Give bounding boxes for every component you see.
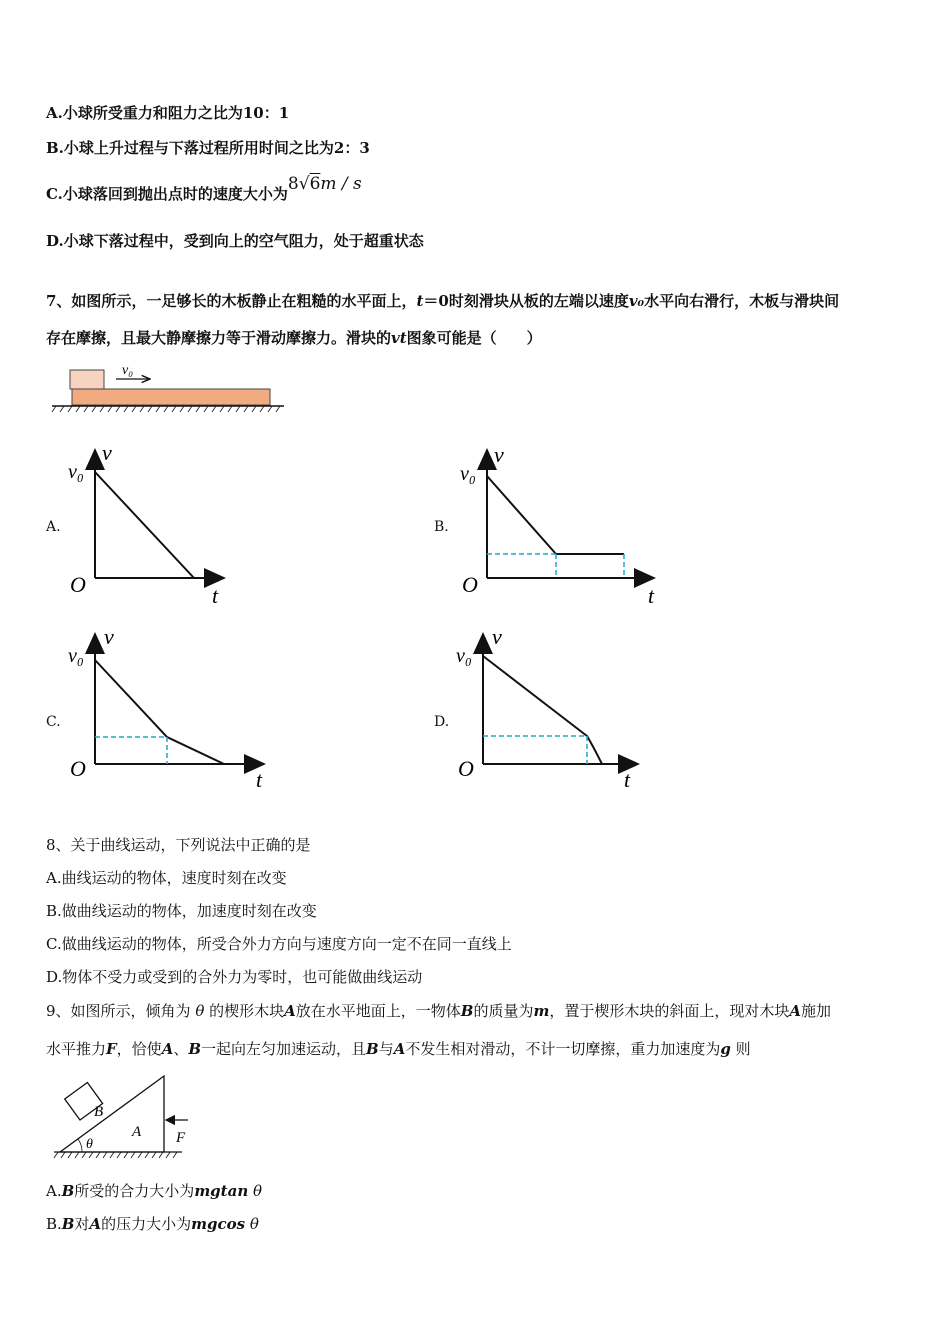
q9-wedge-figure [52, 1070, 202, 1162]
q9-var-a: A [89, 1215, 102, 1233]
q9-stem-part: ，恰使 [116, 1040, 162, 1058]
q6-option-c-formula [288, 174, 362, 194]
x-axis-label: t [624, 767, 631, 792]
option-text: 所受的合力大小为 [74, 1182, 195, 1200]
q9-var-b: B [61, 1182, 75, 1200]
q9-stem-part: 放在水平地面上，一物体 [295, 1002, 461, 1020]
sqrt-symbol: √ [298, 174, 310, 194]
q7-stem-part: 存在摩擦，且最大静摩擦力等于滑动摩擦力。滑块的 [46, 329, 392, 347]
option-text: 的压力大小为 [101, 1215, 192, 1233]
option-formula: mgcos [191, 1215, 246, 1233]
q7-stem-line1 [46, 290, 839, 311]
q9-var-b: B [460, 1002, 474, 1020]
angle-label: θ [86, 1137, 93, 1152]
q9-stem-part: 、 [173, 1040, 189, 1058]
q7-graph-c [64, 624, 284, 794]
option-formula: mgtan [194, 1182, 249, 1200]
v0-label: v₀ [68, 645, 84, 667]
q9-var-a: A [161, 1040, 174, 1058]
ground-hatching [52, 406, 280, 412]
vt-curve [95, 472, 194, 578]
q7-stem-line2 [46, 327, 542, 348]
q6-option-c [46, 174, 362, 204]
q8-option-b: B.做曲线运动的物体，加速度时刻在改变 [46, 902, 317, 920]
q9-stem-part: 不发生相对滑动，不计一切摩擦，重力加速度为 [405, 1040, 721, 1058]
q9-stem-part: 的楔形木块 [204, 1002, 285, 1020]
y-axis-label: v [104, 624, 114, 649]
q6-option-d: D.小球下落过程中，受到向上的空气阻力，处于超重状态 [46, 232, 424, 250]
slider-block [70, 370, 104, 389]
q9-var-m: m [533, 1002, 550, 1020]
q7-stem-part: 水平向右滑行，木板与滑块间 [644, 292, 840, 310]
q7-graph-b-letter: B. [434, 519, 449, 535]
q8-option-c: C.做曲线运动的物体，所受合外力方向与速度方向一定不在同一直线上 [46, 935, 512, 953]
option-letter: A. [46, 1182, 62, 1200]
q9-stem-part: 与 [378, 1040, 394, 1058]
y-axis-label: v [102, 440, 112, 465]
q9-var-f: F [106, 1040, 117, 1058]
q7-graph-c-letter: C. [46, 714, 61, 730]
formula-root: 6 [309, 174, 321, 194]
guide-lines [483, 736, 587, 764]
origin-label: O [462, 572, 478, 597]
q7-setup-figure [50, 356, 290, 412]
formula-coef: 8 [287, 174, 299, 194]
y-axis-label: v [494, 442, 504, 467]
q9-stem-part: 则 [730, 1040, 751, 1058]
q7-graph-d [452, 624, 662, 794]
q9-var-a: A [393, 1040, 406, 1058]
q7-var-v0: v₀ [628, 292, 645, 310]
force-label: F [176, 1130, 186, 1146]
vt-curve [483, 656, 602, 764]
q7-graph-a-letter: A. [46, 519, 61, 535]
q7-graph-a [64, 440, 254, 610]
vt-curve [95, 660, 224, 764]
v0-label: v₀ [68, 461, 84, 483]
velocity-label: v₀ [122, 363, 134, 378]
q7-var-t: t [416, 292, 424, 310]
q7-stem-part: 7、如图所示，一足够长的木板静止在粗糙的水平面上， [46, 292, 417, 310]
wood-board [72, 389, 270, 405]
q9-stem-part: 的质量为 [473, 1002, 534, 1020]
q9-option-a [46, 1180, 262, 1201]
q9-var-b: B [366, 1040, 379, 1058]
formula-unit: m / s [320, 174, 362, 194]
option-letter: B. [46, 1215, 62, 1233]
q6-option-a: A.小球所受重力和阻力之比为10：1 [46, 104, 290, 122]
origin-label: O [458, 756, 474, 781]
q7-stem-part: 图象可能是（ ） [406, 329, 542, 347]
q9-var-theta: θ [195, 1002, 205, 1020]
q9-var-a: A [284, 1002, 296, 1020]
q9-var-theta: θ [249, 1215, 259, 1233]
vt-curve [487, 476, 624, 554]
origin-label: O [70, 756, 86, 781]
block-b-label: B [94, 1104, 104, 1120]
ground-hatching [54, 1152, 177, 1158]
option-text: 对 [74, 1215, 90, 1233]
q9-stem-part: 一起向左匀加速运动，且 [201, 1040, 367, 1058]
q7-stem-part: ＝0时刻滑块从板的左端以速度 [423, 292, 629, 310]
q9-var-theta: θ [253, 1182, 263, 1200]
q8-option-d: D.物体不受力或受到的合外力为零时，也可能做曲线运动 [46, 968, 423, 986]
q7-graph-d-letter: D. [434, 714, 450, 730]
q9-var-g: g [720, 1040, 731, 1058]
q8-stem: 8、关于曲线运动，下列说法中正确的是 [46, 836, 311, 854]
q9-stem-part: 9、如图所示，倾角为 [46, 1002, 196, 1020]
q7-graph-b [456, 440, 666, 610]
guide-lines [95, 737, 167, 764]
q9-option-b [46, 1213, 259, 1234]
x-axis-label: t [256, 767, 263, 792]
y-axis-label: v [492, 624, 502, 649]
q8-option-a: A.曲线运动的物体，速度时刻在改变 [46, 869, 287, 887]
v0-label: v₀ [460, 463, 476, 485]
wedge-a-label: A [132, 1124, 142, 1140]
q9-stem-part: 水平推力 [46, 1040, 107, 1058]
q9-stem-line1 [46, 1000, 831, 1021]
q9-stem-part: ，置于楔形木块的斜面上，现对木块 [549, 1002, 790, 1020]
q9-var-b: B [188, 1040, 202, 1058]
x-axis-label: t [212, 583, 219, 608]
q9-var-a: A [789, 1002, 802, 1020]
origin-label: O [70, 572, 86, 597]
q6-option-b: B.小球上升过程与下落过程所用时间之比为2：3 [46, 139, 370, 157]
q9-stem-line2 [46, 1038, 751, 1059]
q7-var-vt: vt [391, 329, 407, 347]
v0-label: v₀ [456, 645, 472, 667]
guide-lines [487, 554, 624, 578]
q6-option-c-text: C.小球落回到抛出点时的速度大小为 [46, 185, 288, 203]
q9-stem-part: 施加 [801, 1002, 832, 1020]
q9-var-b: B [61, 1215, 75, 1233]
x-axis-label: t [648, 583, 655, 608]
